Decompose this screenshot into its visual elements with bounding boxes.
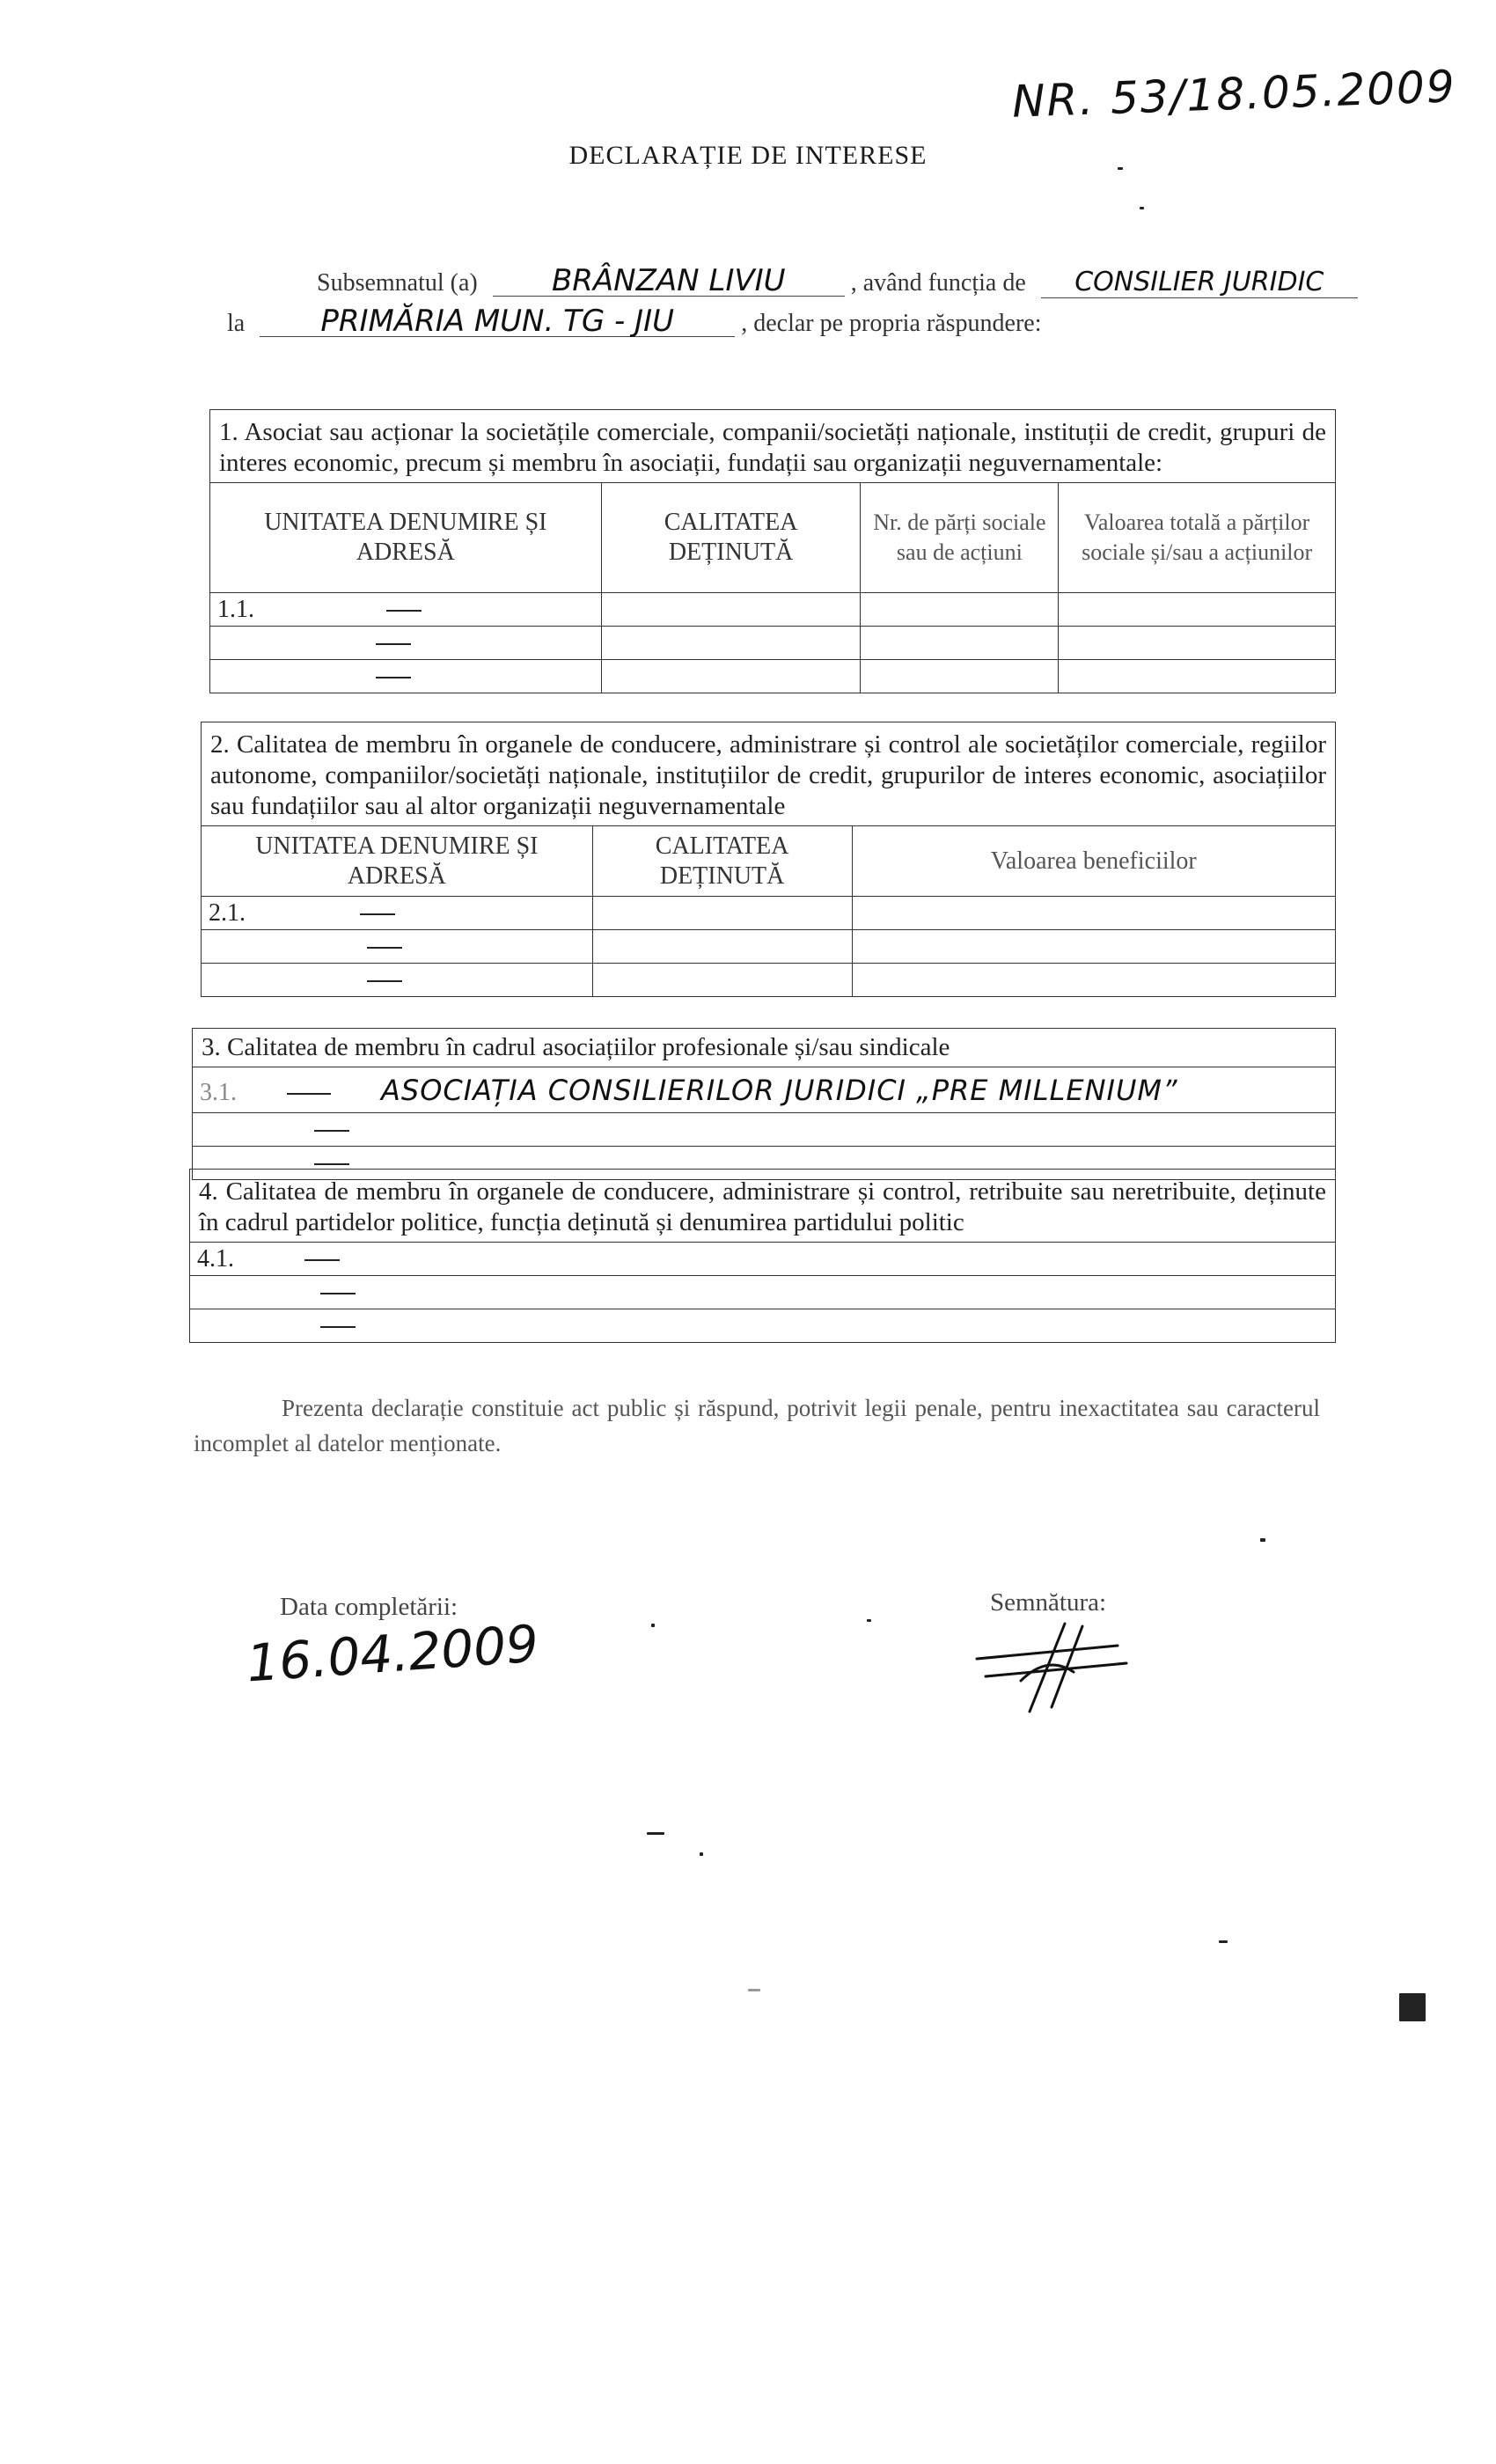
section1-col-value: Valoarea totală a părților sociale și/sau a acțiunilor	[1059, 483, 1336, 593]
declarant-name: BRÂNZAN LIVIU	[493, 266, 845, 297]
signature-scribble	[968, 1619, 1144, 1716]
section1-row-label: 1.1.	[217, 595, 254, 623]
section2-table	[201, 722, 1336, 997]
section2-col-benefits: Valoarea beneficiilor	[852, 826, 1335, 897]
cell-empty	[852, 897, 1335, 930]
dash-mark	[376, 677, 411, 678]
section1-col-quality: CALITATEA DEȚINUTĂ	[601, 483, 861, 593]
scan-speck	[651, 1624, 655, 1627]
dash-mark	[367, 947, 402, 949]
section3-row-2	[193, 1113, 1336, 1147]
cell-empty	[861, 660, 1059, 693]
dash-mark	[287, 1093, 331, 1095]
scan-speck	[1118, 167, 1123, 170]
declarant-institution: PRIMĂRIA MUN. TG - JIU	[260, 306, 735, 337]
cell-empty	[861, 593, 1059, 627]
section3-row-1	[193, 1067, 1336, 1113]
dash-mark	[320, 1293, 356, 1294]
cell-empty	[852, 964, 1335, 997]
scan-speck	[1140, 207, 1144, 209]
dash-mark	[314, 1163, 349, 1165]
registration-number: NR. 53/18.05.2009	[1011, 61, 1457, 128]
cell-empty	[601, 660, 861, 693]
declarant-function: CONSILIER JURIDIC	[1041, 268, 1358, 298]
scan-speck	[748, 1989, 760, 1991]
section2-row-1	[202, 897, 593, 930]
section3-row-label: 3.1.	[200, 1078, 237, 1106]
scan-speck	[867, 1619, 871, 1622]
date-label: Data completării:	[280, 1593, 458, 1621]
dash-mark	[320, 1326, 356, 1328]
cell-empty	[1059, 627, 1336, 660]
dash-mark	[304, 1259, 340, 1261]
avand-functia-label: , având funcția de	[850, 269, 1026, 297]
cell-empty	[592, 964, 852, 997]
section4-heading: 4. Calitatea de membru în organele de conducere, administrare și control, retribuite sau neretribuite, deținute în cadrul partidelor politice, funcția deținută și denumirea partidului politic	[190, 1170, 1336, 1243]
scan-speck	[700, 1852, 703, 1856]
section1-col-unit: UNITATEA DENUMIRE ȘI ADRESĂ	[210, 483, 602, 593]
section2-row-2	[202, 930, 593, 964]
dash-mark	[314, 1130, 349, 1132]
cell-empty	[592, 897, 852, 930]
cell-empty	[861, 627, 1059, 660]
dash-mark	[367, 980, 402, 982]
cell-empty	[592, 930, 852, 964]
section2-col-unit: UNITATEA DENUMIRE ȘI ADRESĂ	[202, 826, 593, 897]
signature-label: Semnătura:	[990, 1588, 1107, 1617]
section4-row-1	[190, 1243, 1336, 1276]
section1-row-1	[210, 593, 602, 627]
section4-row-label: 4.1.	[197, 1244, 234, 1272]
section4-table	[189, 1169, 1336, 1343]
scan-speck	[647, 1832, 664, 1835]
intro-line-1	[317, 263, 1358, 298]
subsemnatul-label: Subsemnatul (a)	[317, 269, 478, 297]
scan-block-mark	[1399, 1993, 1426, 2021]
dash-mark	[360, 913, 395, 915]
cell-empty	[601, 593, 861, 627]
cell-empty	[1059, 660, 1336, 693]
dash-mark	[376, 643, 411, 645]
section1-row-2	[210, 627, 602, 660]
section2-col-quality: CALITATEA DEȚINUTĂ	[592, 826, 852, 897]
section1-row-3	[210, 660, 602, 693]
scan-speck	[1260, 1538, 1265, 1542]
section1-table	[209, 409, 1336, 693]
section1-heading: 1. Asociat sau acționar la societățile comerciale, companii/societăți naționale, instituții de credit, grupuri de interes economic, precum și membru în asociații, fundații sau organizații neguvernamentale:	[210, 410, 1336, 483]
section3-table	[192, 1028, 1336, 1180]
cell-empty	[1059, 593, 1336, 627]
page-title: DECLARAȚIE DE INTERESE	[568, 141, 928, 170]
section3-heading: 3. Calitatea de membru în cadrul asociațiilor profesionale și/sau sindicale	[193, 1029, 1336, 1067]
section2-row-label: 2.1.	[209, 898, 246, 927]
date-value: 16.04.2009	[245, 1613, 541, 1694]
dash-mark	[386, 610, 422, 612]
intro-line-2	[227, 306, 1042, 338]
cell-empty	[852, 930, 1335, 964]
section2-heading: 2. Calitatea de membru în organele de conducere, administrare și control ale societăților comerciale, regiilor autonome, companiilor/societăți naționale, instituțiilor de credit, grupurilor de interes economic, asociațiilor sau fundațiilor sau al altor organizații neguvernamentale	[202, 722, 1336, 826]
section2-row-3	[202, 964, 593, 997]
section4-row-2	[190, 1276, 1336, 1309]
la-label: la	[227, 310, 246, 337]
section3-entry: ASOCIAȚIA CONSILIERILOR JURIDICI „PRE MILLENIUM”	[381, 1073, 1178, 1107]
section4-row-3	[190, 1309, 1336, 1343]
cell-empty	[601, 627, 861, 660]
scan-speck	[1219, 1940, 1228, 1943]
declaration-statement: Prezenta declarație constituie act public și răspund, potrivit legii penale, pentru inexactitatea sau caracterul incomplet al datelor menționate.	[194, 1395, 1320, 1456]
declar-label: , declar pe propria răspundere:	[741, 310, 1042, 337]
section1-col-shares: Nr. de părți sociale sau de acțiuni	[861, 483, 1059, 593]
